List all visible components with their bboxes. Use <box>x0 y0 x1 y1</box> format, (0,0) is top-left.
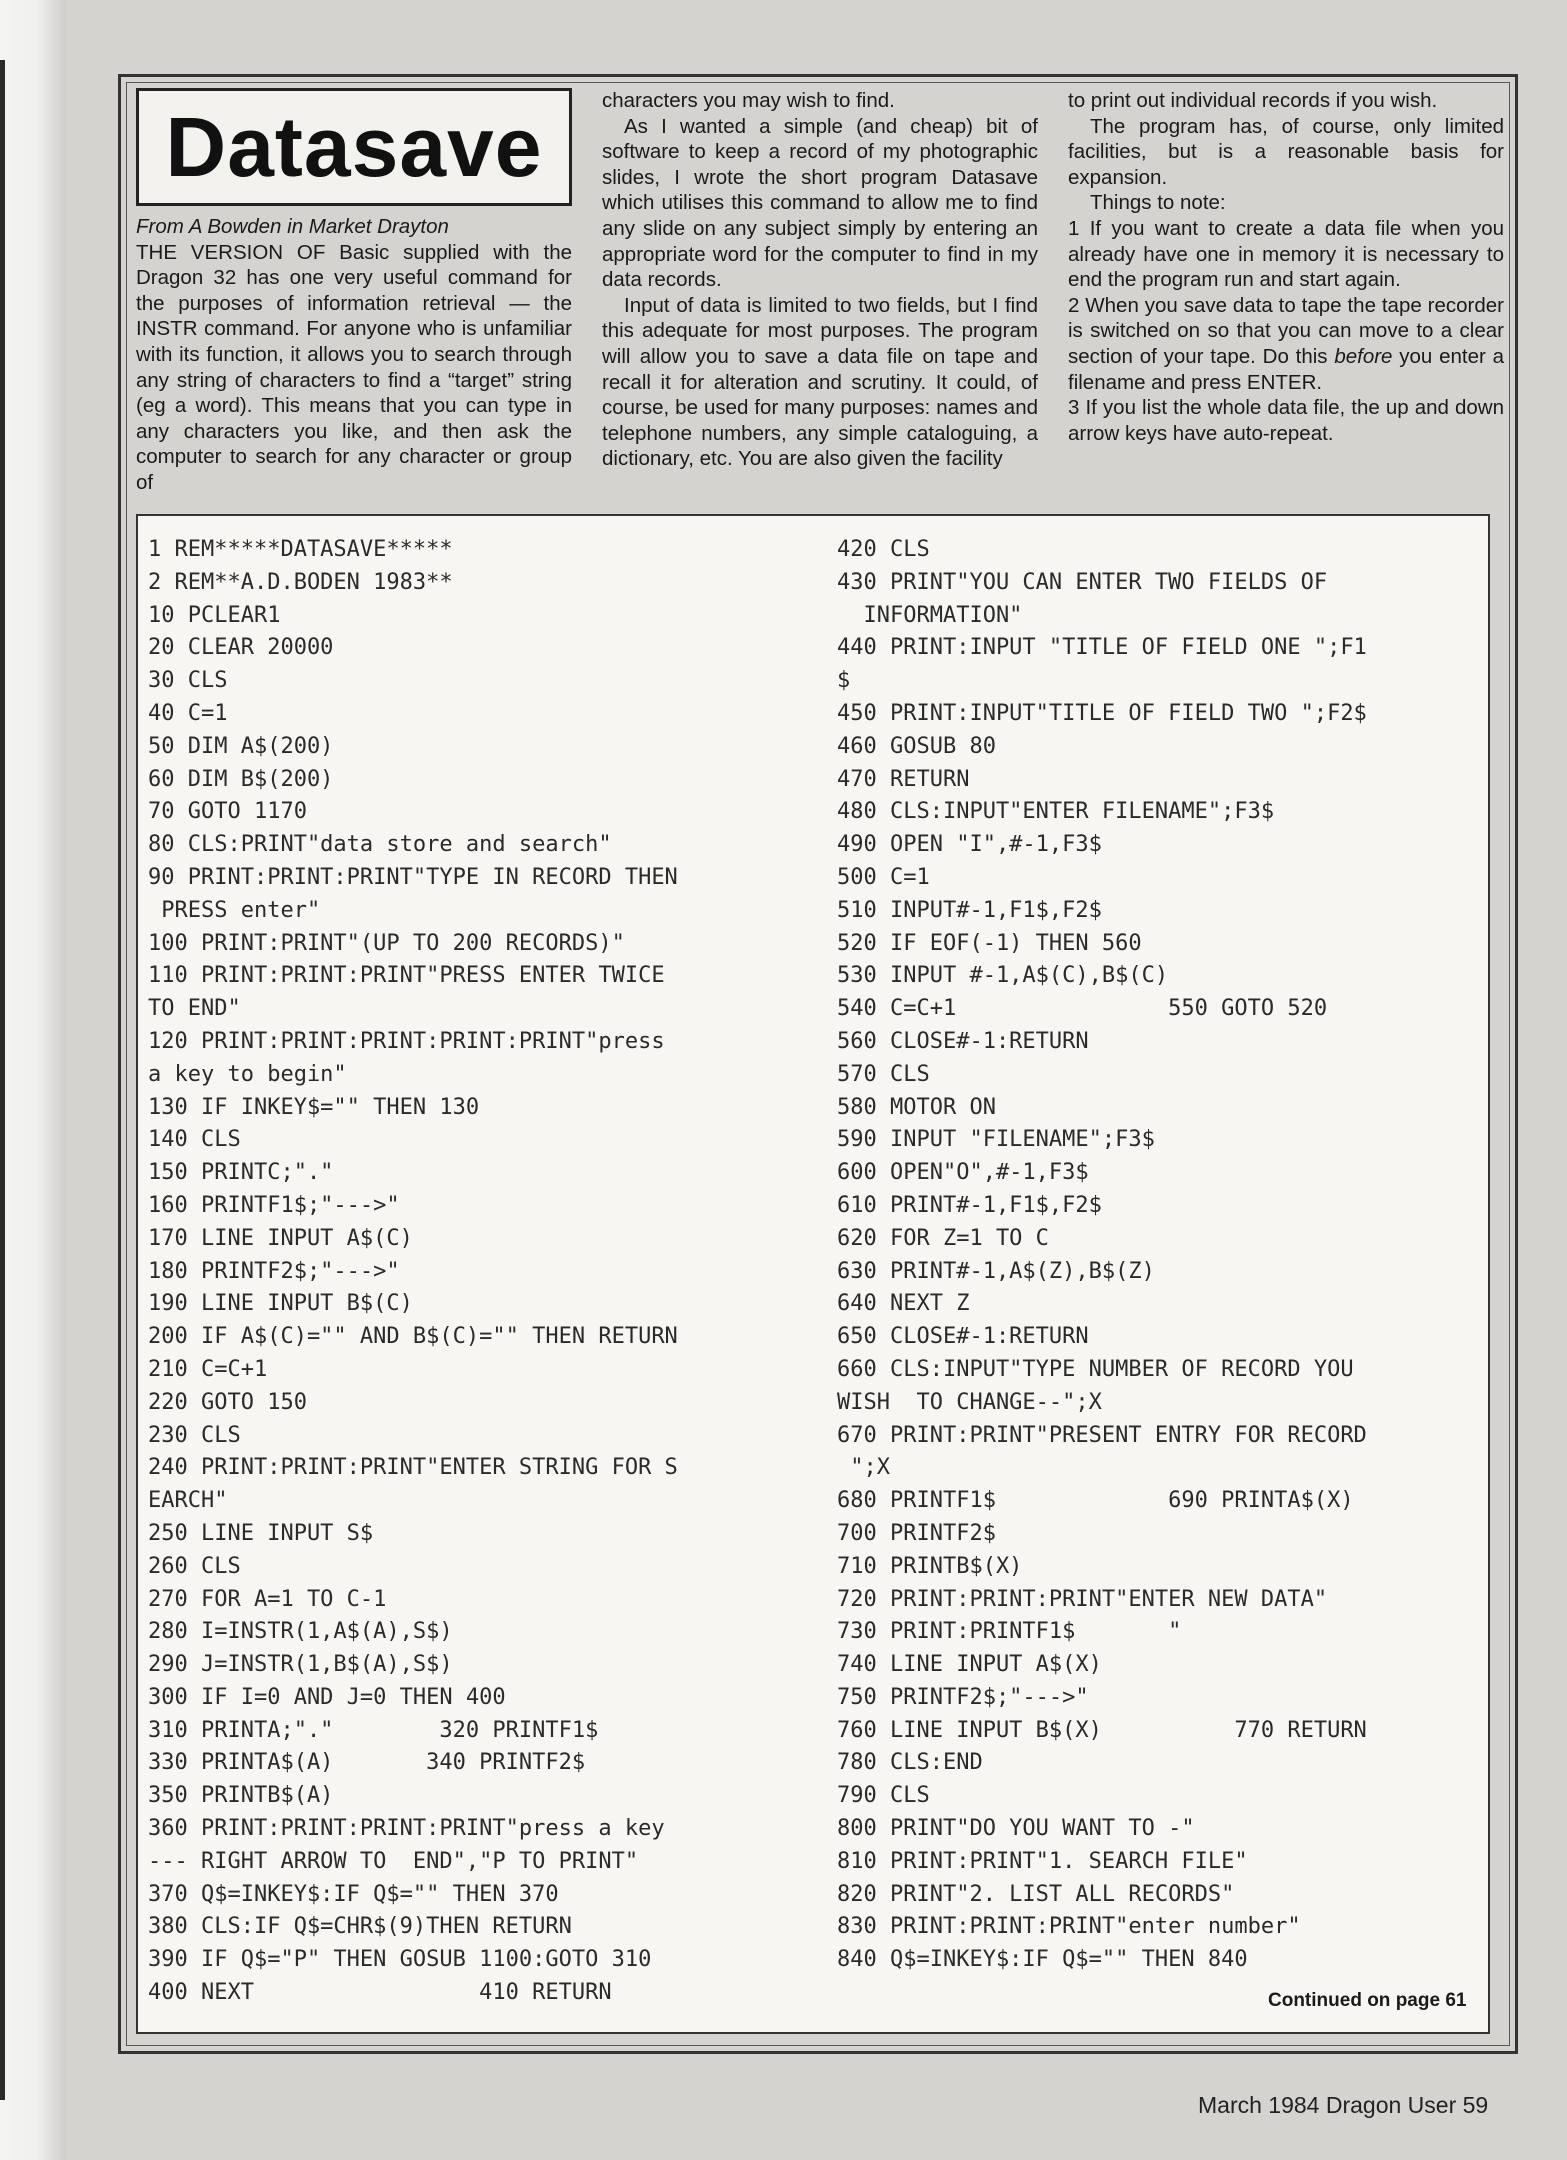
code-line: 200 IF A$(C)="" AND B$(C)="" THEN RETURN <box>148 1324 678 1350</box>
code-line: 180 PRINTF2$;"--->" <box>148 1258 400 1284</box>
code-line: 490 OPEN "I",#-1,F3$ <box>837 832 1102 858</box>
note-2-text-end: you enter a filename and press ENTER. <box>1068 344 1504 394</box>
code-line: 480 CLS:INPUT"ENTER FILENAME";F3$ <box>837 799 1275 825</box>
code-line: 360 PRINT:PRINT:PRINT:PRINT"press a key <box>148 1816 665 1842</box>
title-box <box>136 88 572 206</box>
code-line: 750 PRINTF2$;"--->" <box>837 1684 1089 1710</box>
code-line: --- RIGHT ARROW TO END","P TO PRINT" <box>148 1848 639 1874</box>
code-line: 650 CLOSE#-1:RETURN <box>837 1324 1089 1350</box>
code-line: 700 PRINTF2$ <box>837 1520 996 1546</box>
code-line: 570 CLS <box>837 1061 930 1087</box>
code-line: 510 INPUT#-1,F1$,F2$ <box>837 897 1102 923</box>
code-line: 560 CLOSE#-1:RETURN <box>837 1028 1089 1054</box>
code-line: 220 GOTO 150 <box>148 1389 307 1415</box>
code-line: 240 PRINT:PRINT:PRINT"ENTER STRING FOR S <box>148 1455 678 1481</box>
code-line: 250 LINE INPUT S$ <box>148 1520 374 1546</box>
note-3: 3 If you list the whole data file, the up and down arrow keys have auto-repeat. <box>1068 396 1504 445</box>
code-line: 50 DIM A$(200) <box>148 733 334 759</box>
code-line: 390 IF Q$="P" THEN GOSUB 1100:GOTO 310 <box>148 1947 652 1973</box>
code-line: PRESS enter" <box>148 897 321 923</box>
byline: From A Bowden in Market Drayton <box>136 215 449 238</box>
code-line: 170 LINE INPUT A$(C) <box>148 1225 413 1251</box>
code-line: 780 CLS:END <box>837 1750 983 1776</box>
code-line: 440 PRINT:INPUT "TITLE OF FIELD ONE ";F1 <box>837 635 1367 661</box>
code-line: 600 OPEN"O",#-1,F3$ <box>837 1160 1089 1186</box>
code-line: 1 REM*****DATASAVE***** <box>148 537 453 562</box>
code-line: 720 PRINT:PRINT:PRINT"ENTER NEW DATA" <box>837 1586 1328 1612</box>
code-line: 210 C=C+1 <box>148 1356 268 1382</box>
listing-right-column <box>837 534 1367 1977</box>
code-line: 380 CLS:IF Q$=CHR$(9)THEN RETURN <box>148 1914 572 1940</box>
code-line: 630 PRINT#-1,A$(Z),B$(Z) <box>837 1258 1155 1284</box>
code-line: 120 PRINT:PRINT:PRINT:PRINT:PRINT"press <box>148 1028 665 1054</box>
paragraph: Input of data is limited to two fields, but I find this adequate for most purposes. The program will allow you to save a data file on tape and recall it for alteration and scrutiny. It could, of course, be used for many purposes: names and telephone numbers, any simple cataloguing, a dictionary, etc. You are also given the facility <box>602 293 1038 471</box>
code-line: 610 PRINT#-1,F1$,F2$ <box>837 1192 1102 1218</box>
code-line: 280 I=INSTR(1,A$(A),S$) <box>148 1619 453 1645</box>
text-column-1 <box>136 214 572 496</box>
code-line: 350 PRINTB$(A) <box>148 1783 334 1809</box>
paragraph: The program has, of course, only limited facilities, but is a reasonable basis for expansion. <box>1068 114 1504 189</box>
code-line: 10 PCLEAR1 <box>148 602 281 628</box>
code-line: 2 REM**A.D.BODEN 1983** <box>148 569 453 595</box>
code-line: 430 PRINT"YOU CAN ENTER TWO FIELDS OF <box>837 569 1328 595</box>
code-line: TO END" <box>148 996 241 1022</box>
code-line: 820 PRINT"2. LIST ALL RECORDS" <box>837 1881 1235 1907</box>
code-line: 400 NEXT 410 RETURN <box>148 1980 612 2006</box>
note-2-text: 2 When you save data to tape the tape recorder is switched on so that you can move to a clear section of your tape. Do this <box>1068 293 1504 368</box>
code-line: 160 PRINTF1$;"--->" <box>148 1192 400 1218</box>
code-line: 300 IF I=0 AND J=0 THEN 400 <box>148 1684 506 1710</box>
paragraph: Things to note: <box>1090 191 1226 215</box>
paragraph: THE VERSION OF Basic supplied with the Dragon 32 has one very useful command for the purposes of information retrieval — the INSTR command. For anyone who is unfamiliar with its function, it allows you to search through any string of characters to find a “target” string (eg a word). This means that you can type in any characters you like, and then ask the computer to search for any character or group of <box>136 240 572 494</box>
code-line: ";X <box>837 1455 890 1481</box>
text-column-3 <box>1068 88 1504 446</box>
code-line: 800 PRINT"DO YOU WANT TO -" <box>837 1816 1195 1842</box>
code-line: 230 CLS <box>148 1422 241 1448</box>
paragraph: As I wanted a simple (and cheap) bit of software to keep a record of my photographic slides, I wrote the short program Datasave which utilises this command to allow me to find any slide on any subject simply by entering an appropriate word for the computer to find in my data records. <box>602 114 1038 292</box>
code-line: 620 FOR Z=1 TO C <box>837 1225 1049 1251</box>
code-line: INFORMATION" <box>837 602 1023 628</box>
code-line: 290 J=INSTR(1,B$(A),S$) <box>148 1652 453 1678</box>
page-spine <box>0 0 66 2160</box>
note-2-emphasis: before <box>1334 344 1393 368</box>
paragraph: characters you may wish to find. <box>602 89 895 112</box>
note-2 <box>1068 293 1504 395</box>
code-line: 330 PRINTA$(A) 340 PRINTF2$ <box>148 1750 586 1776</box>
code-line: 60 DIM B$(200) <box>148 766 334 792</box>
code-line: $ <box>837 668 851 694</box>
text-column-2 <box>602 88 1038 472</box>
code-line: 670 PRINT:PRINT"PRESENT ENTRY FOR RECORD <box>837 1422 1367 1448</box>
code-line: 140 CLS <box>148 1127 241 1153</box>
code-line: 530 INPUT #-1,A$(C),B$(C) <box>837 963 1169 989</box>
code-line: 150 PRINTC;"." <box>148 1160 334 1186</box>
code-line: 130 IF INKEY$="" THEN 130 <box>148 1094 480 1120</box>
code-line: 260 CLS <box>148 1553 241 1579</box>
code-line: 90 PRINT:PRINT:PRINT"TYPE IN RECORD THEN <box>148 864 678 890</box>
code-line: 640 NEXT Z <box>837 1291 970 1317</box>
code-line: 710 PRINTB$(X) <box>837 1553 1023 1579</box>
code-line: 40 C=1 <box>148 700 228 726</box>
note-1: 1 If you want to create a data file when you already have one in memory it is necessary to end the program run and start again. <box>1068 216 1504 292</box>
code-line: 370 Q$=INKEY$:IF Q$="" THEN 370 <box>148 1881 559 1907</box>
code-line: 500 C=1 <box>837 864 930 890</box>
code-line: 270 FOR A=1 TO C-1 <box>148 1586 387 1612</box>
code-line: 20 CLEAR 20000 <box>148 635 334 661</box>
code-line: 110 PRINT:PRINT:PRINT"PRESS ENTER TWICE <box>148 963 665 989</box>
code-line: 590 INPUT "FILENAME";F3$ <box>837 1127 1155 1153</box>
code-line: 790 CLS <box>837 1783 930 1809</box>
code-line: 190 LINE INPUT B$(C) <box>148 1291 413 1317</box>
code-line: EARCH" <box>148 1488 228 1514</box>
code-line: 470 RETURN <box>837 766 970 792</box>
code-line: WISH TO CHANGE--";X <box>837 1389 1102 1415</box>
code-line: 580 MOTOR ON <box>837 1094 996 1120</box>
code-line: 730 PRINT:PRINTF1$ " <box>837 1619 1182 1645</box>
code-line: 810 PRINT:PRINT"1. SEARCH FILE" <box>837 1848 1248 1874</box>
code-line: 70 GOTO 1170 <box>148 799 307 825</box>
code-line: 760 LINE INPUT B$(X) 770 RETURN <box>837 1717 1367 1743</box>
paragraph: to print out individual records if you wish. <box>1068 89 1438 112</box>
code-line: 740 LINE INPUT A$(X) <box>837 1652 1102 1678</box>
code-line: 540 C=C+1 550 GOTO 520 <box>837 996 1328 1022</box>
code-line: 830 PRINT:PRINT:PRINT"enter number" <box>837 1914 1301 1940</box>
binding-edge <box>0 60 5 2100</box>
code-line: 520 IF EOF(-1) THEN 560 <box>837 930 1142 956</box>
code-line: 840 Q$=INKEY$:IF Q$="" THEN 840 <box>837 1947 1248 1973</box>
code-line: 460 GOSUB 80 <box>837 733 996 759</box>
continued-note: Continued on page 61 <box>1268 1990 1467 2011</box>
code-line: 30 CLS <box>148 668 228 694</box>
code-line: 310 PRINTA;"." 320 PRINTF1$ <box>148 1717 599 1743</box>
code-line: 420 CLS <box>837 537 930 562</box>
listing-left-column <box>148 534 678 2010</box>
page-footer: March 1984 Dragon User 59 <box>1198 2092 1489 2118</box>
code-line: 80 CLS:PRINT"data store and search" <box>148 832 612 858</box>
code-line: a key to begin" <box>148 1061 347 1087</box>
article-title: Datasave <box>165 99 543 194</box>
code-line: 450 PRINT:INPUT"TITLE OF FIELD TWO ";F2$ <box>837 700 1367 726</box>
code-line: 660 CLS:INPUT"TYPE NUMBER OF RECORD YOU <box>837 1356 1354 1382</box>
code-line: 680 PRINTF1$ 690 PRINTA$(X) <box>837 1488 1354 1514</box>
code-line: 100 PRINT:PRINT"(UP TO 200 RECORDS)" <box>148 930 625 956</box>
